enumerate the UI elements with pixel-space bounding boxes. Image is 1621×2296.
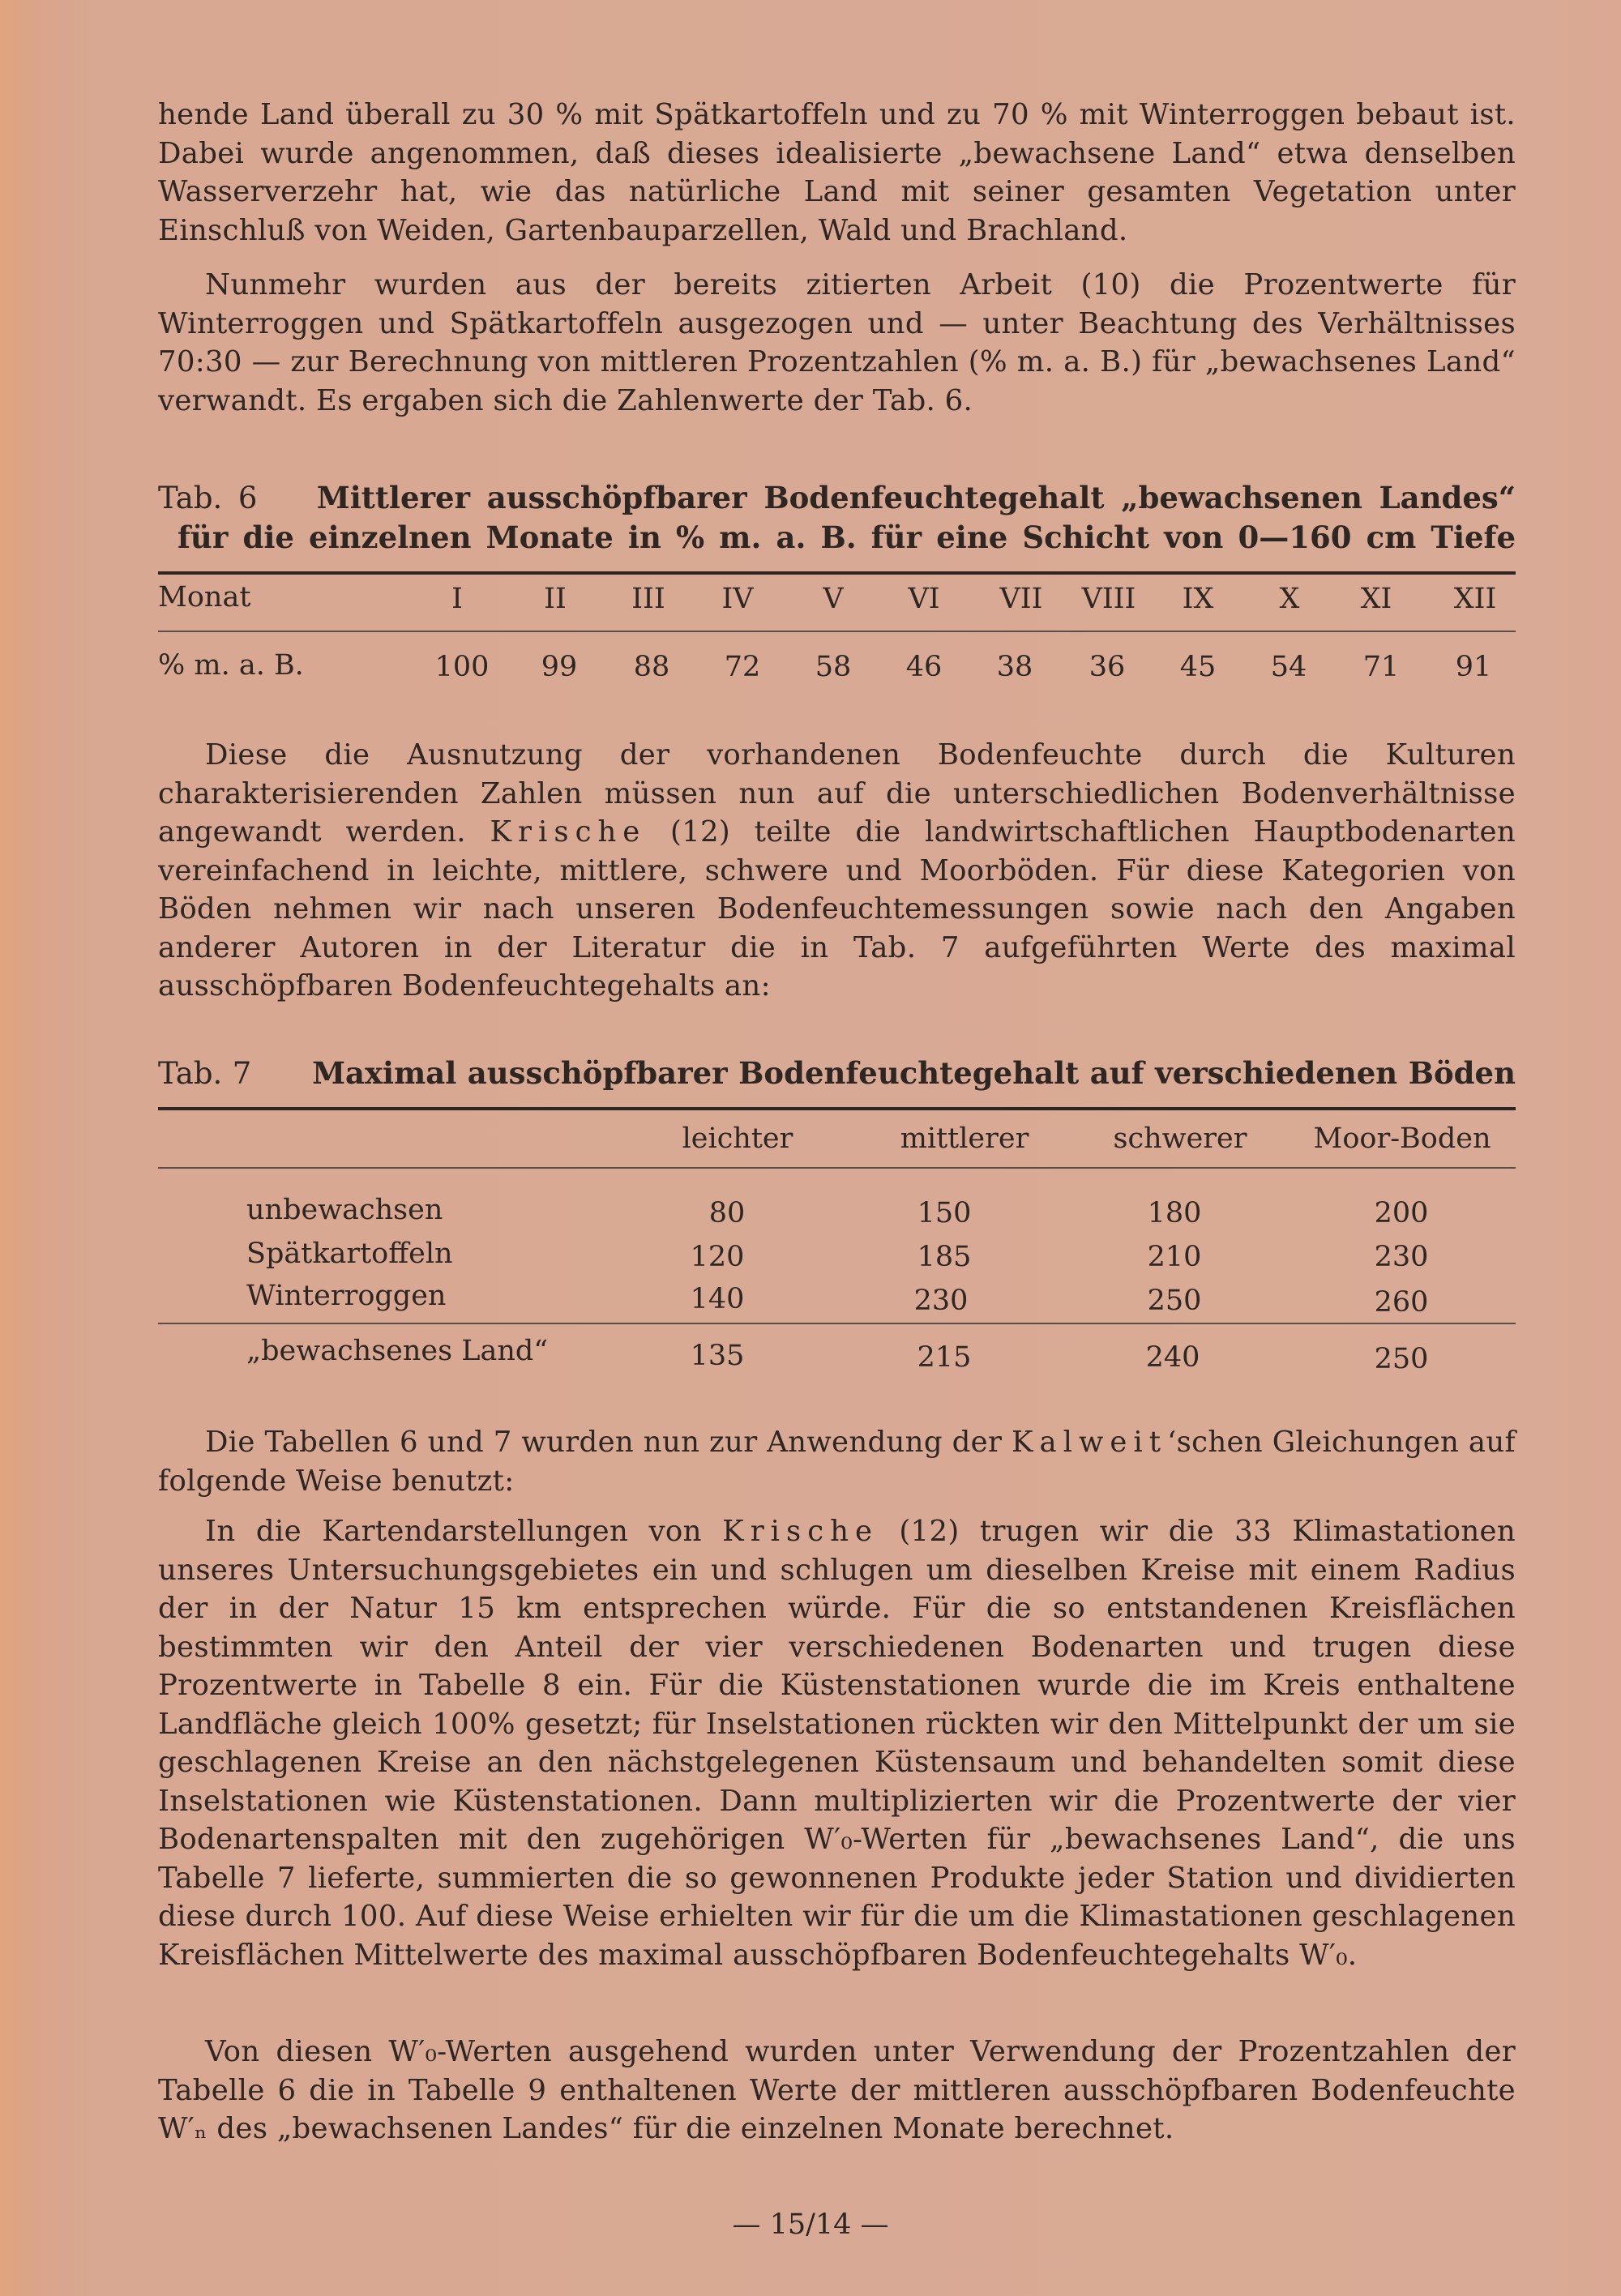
month-cell: I (451, 583, 463, 615)
author-name: Krische (490, 815, 647, 849)
author-name: Kalweit (1011, 1426, 1168, 1459)
table6-title-line2: für die einzelnen Monate in % m. a. B. für eine Schicht von 0—160 cm Tiefe (177, 519, 1516, 555)
month-cell: VI (908, 583, 940, 615)
value-cell: 88 (633, 651, 670, 683)
paragraph-3-part-a: Diese die Ausnutzung der vorhandenen Bodenfeuchte durch die Kulturen charakterisierenden Zahlen müssen nun auf die unterschiedlichen Bodenverhältnisse angewandt werden. (158, 738, 1516, 849)
table7-sum-rule (158, 1323, 1516, 1324)
month-cell: XI (1360, 583, 1392, 615)
month-cell: III (631, 583, 665, 615)
row-label: „bewachsenes Land“ (246, 1335, 549, 1367)
table7-header-rule (158, 1167, 1516, 1169)
table-cell: 230 (913, 1285, 969, 1317)
table7-top-rule (158, 1107, 1516, 1110)
table6-caption (158, 478, 1516, 557)
paragraph-4-part-a: Die Tabellen 6 und 7 wurden nun zur Anwendung der (205, 1426, 1003, 1459)
paragraph-2: Nunmehr wurden aus der bereits zitierten Arbeit (10) die Prozentwerte für Winterroggen und Spätkartoffeln ausgezogen und — unter Beachtung des Verhältnisses 70:30 — zur Berechnung von mittleren Prozentzahlen (% m. a. B.) für „bewachsenes Land“ verwandt. Es ergaben sich die Zahlenwerte der Tab. 6. (158, 268, 1516, 417)
table6-row-header: Monat (158, 581, 251, 614)
value-cell: 54 (1270, 651, 1307, 683)
column-header: schwerer (1113, 1122, 1247, 1155)
table-cell: 80 (708, 1197, 746, 1229)
row-label: unbewachsen (246, 1194, 443, 1226)
table-cell: 185 (917, 1241, 972, 1273)
row-label: Winterroggen (246, 1280, 447, 1312)
table-cell: 230 (1374, 1241, 1429, 1273)
table-cell: 250 (1147, 1285, 1202, 1317)
table-cell: 140 (690, 1283, 745, 1315)
table-cell: 210 (1147, 1241, 1202, 1273)
table6-value-label: % m. a. B. (158, 649, 304, 682)
table6-title-line1: Mittlerer ausschöpfbarer Bodenfeuchtegehalt „bewachsenen Landes“ (316, 480, 1516, 515)
value-cell: 58 (815, 651, 852, 683)
table6-header-rule (158, 631, 1516, 632)
table-cell: 135 (690, 1340, 745, 1372)
column-header: leichter (682, 1122, 793, 1155)
table7-title: Maximal ausschöpfbarer Bodenfeuchtegehalt auf verschiedenen Böden (312, 1055, 1516, 1091)
value-cell: 46 (905, 651, 943, 683)
table6-label: Tab. 6 (158, 481, 258, 515)
column-header: mittlerer (900, 1122, 1029, 1155)
value-cell: 71 (1362, 651, 1400, 683)
value-cell: 99 (541, 651, 578, 683)
table-cell: 150 (917, 1197, 972, 1229)
value-cell: 45 (1179, 651, 1217, 683)
month-cell: II (544, 583, 567, 615)
month-cell: VIII (1081, 583, 1136, 615)
row-label: Spätkartoffeln (246, 1238, 453, 1270)
table-cell: 240 (1145, 1341, 1200, 1374)
month-cell: V (823, 583, 844, 615)
table-cell: 120 (690, 1241, 745, 1273)
month-cell: IX (1182, 583, 1214, 615)
table-cell: 180 (1147, 1197, 1202, 1229)
month-cell: XII (1453, 583, 1497, 615)
month-cell: IV (721, 583, 754, 615)
paragraph-5-part-b: (12) trugen wir die 33 Klimastationen unseres Untersuchungsgebietes ein und schlugen um dieselben Kreise mit einem Radius der in der Natur 15 km entsprechen würde. Für die so entstandenen Kreisflächen bestimmten wir den Anteil der vier verschiedenen Bodenarten und trugen diese Prozentwerte in Tabelle 8 ein. Für die Küstenstationen wurde die im Kreis enthaltene Landfläche gleich 100% gesetzt; für Inselstationen rückten wir den Mittelpunkt der um sie geschlagenen Kreise an den nächstgelegenen Küstensaum und behandelten somit diese Inselstationen wie Küstenstationen. Dann multiplizierten wir die Prozentwerte der vier Bodenartenspalten mit den zugehörigen W′₀-Werten für „bewachsenes Land“, die uns Tabelle 7 lieferte, summierten die so gewonnenen Produkte jeder Station und dividierten diese durch 100. Auf diese Weise erhielten wir für die um die Klimastationen geschlagenen Kreisflächen Mittelwerte des maximal ausschöpfbaren Bodenfeuchtegehalts W′₀. (158, 1515, 1516, 1972)
value-cell: 72 (724, 651, 761, 683)
table-cell: 260 (1374, 1286, 1429, 1319)
author-name: Krische (722, 1515, 879, 1548)
paragraph-4-part-b: ‘schen Gleichungen auf folgende Weise benutzt: (158, 1426, 1516, 1498)
paragraph-6: Von diesen W′₀-Werten ausgehend wurden unter Verwendung der Prozentzahlen der Tabelle 6 die in Tabelle 9 enthaltenen Werte der mittleren ausschöpfbaren Bodenfeuchte W′ₙ des „bewachsenen Landes“ für die einzelnen Monate berechnet. (158, 2035, 1516, 2145)
column-header: Moor-Boden (1313, 1122, 1491, 1155)
value-cell: 36 (1089, 651, 1126, 683)
paragraph-4 (158, 1423, 1516, 1500)
paragraph-3-part-b: (12) teilte die landwirtschaftlichen Hauptbodenarten vereinfachend in leichte, mittlere, schwere und Moorböden. Für diese Kategorien von Böden nehmen wir nach unseren Bodenfeuchtemessungen sowie nach den Angaben anderer Autoren in der Literatur die in Tab. 7 aufgeführten Werte des maximal ausschöpfbaren Bodenfeuchtegehalts an: (158, 815, 1516, 1003)
table-cell: 215 (917, 1341, 972, 1374)
paragraph-3 (158, 736, 1516, 1006)
table6-top-rule (158, 571, 1516, 575)
table-cell: 200 (1374, 1197, 1429, 1229)
paragraph-5 (158, 1512, 1516, 1974)
paragraph-1: hende Land überall zu 30 % mit Spätkartoffeln und zu 70 % mit Winterroggen bebaut ist. Dabei wurde angenommen, daß dieses idealisierte „bewachsene Land“ etwa denselben Wasserverzehr hat, wie das natürliche Land mit seiner gesamten Vegetation unter Einschluß von Weiden, Gartenbauparzellen, Wald und Brachland. (158, 98, 1516, 247)
month-cell: VII (999, 583, 1043, 615)
value-cell: 91 (1455, 651, 1492, 683)
value-cell: 38 (996, 651, 1033, 683)
table-cell: 250 (1374, 1343, 1429, 1375)
paragraph-5-part-a: In die Kartendarstellungen von (205, 1515, 702, 1548)
table7-caption (158, 1054, 1516, 1093)
table7-label: Tab. 7 (158, 1056, 252, 1091)
page-number: — 15/14 — (732, 2208, 889, 2241)
month-cell: X (1279, 583, 1300, 615)
value-cell: 100 (434, 651, 490, 683)
